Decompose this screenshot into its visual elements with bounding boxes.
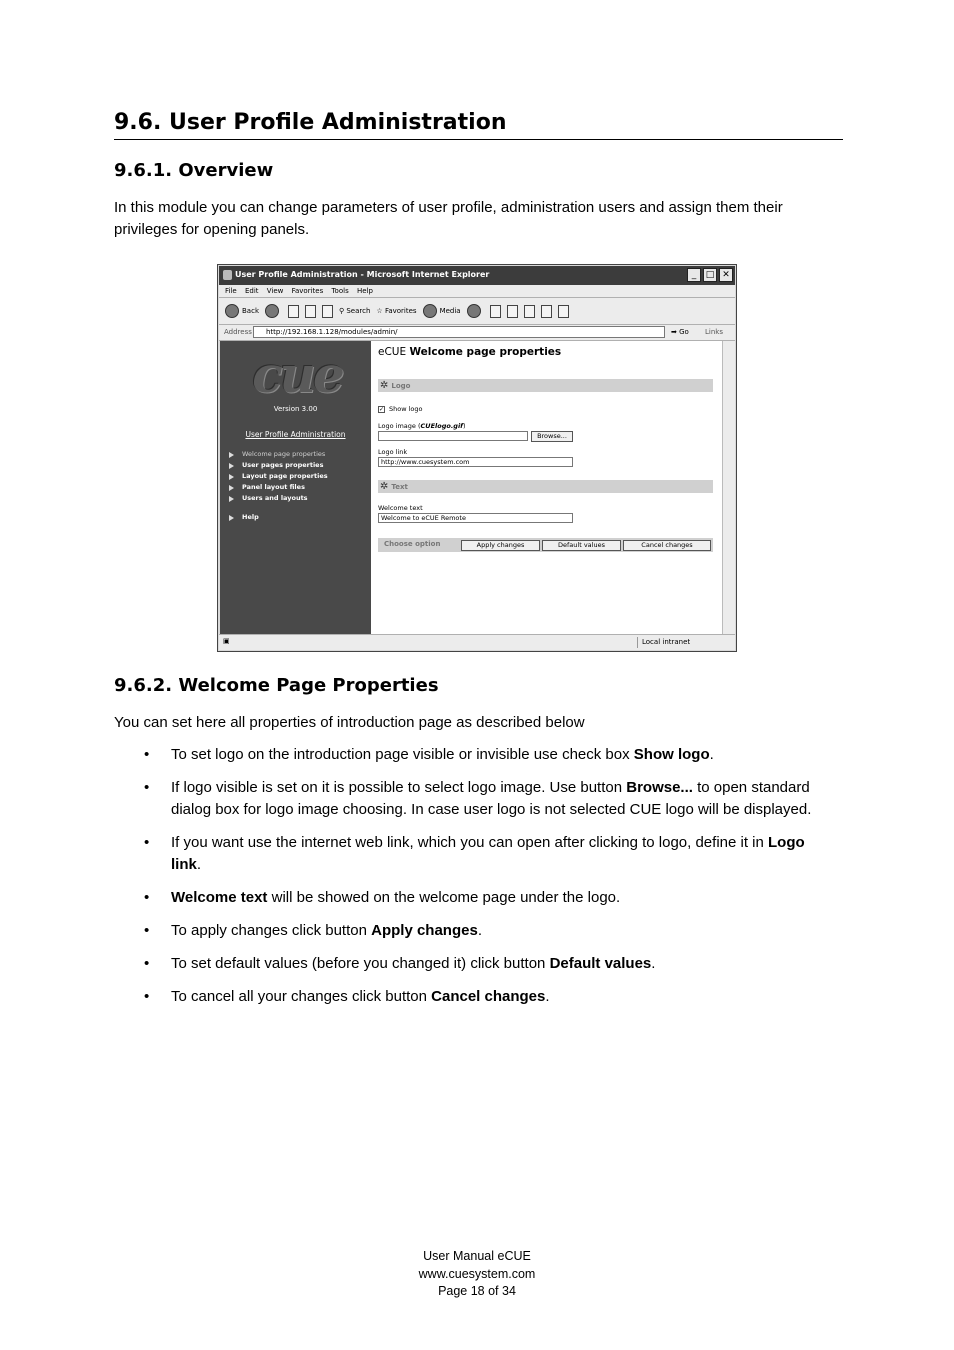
cue-logo[interactable]: cue — [252, 345, 342, 404]
messenger-button[interactable] — [558, 305, 569, 318]
media-icon — [423, 304, 437, 318]
stop-button[interactable] — [288, 305, 299, 318]
welcome-text-label: Welcome text — [378, 504, 423, 512]
arrow-icon — [229, 452, 234, 458]
logo-link-label: Logo link — [378, 448, 408, 456]
menu-view[interactable]: View — [266, 287, 284, 295]
window-title: User Profile Administration - Microsoft Internet Explorer — [235, 270, 490, 279]
vertical-scrollbar[interactable] — [722, 341, 735, 634]
list-item: • To set default values (before you changed it) click button Default values. — [144, 955, 656, 972]
footer-page-number: Page 18 of 34 — [438, 1284, 516, 1298]
minimize-icon[interactable]: _ — [687, 268, 701, 282]
mail-icon — [490, 305, 501, 318]
ie-icon — [223, 270, 232, 280]
home-button[interactable] — [322, 305, 333, 318]
print-button[interactable] — [507, 305, 518, 318]
show-logo-row[interactable]: ✓ Show logo — [379, 405, 423, 413]
back-button[interactable]: Back — [225, 304, 259, 318]
footer-title: User Manual eCUE — [423, 1249, 531, 1263]
forward-button[interactable] — [265, 304, 282, 318]
welcome-heading: 9.6.2. Welcome Page Properties — [114, 675, 439, 696]
default-values-button[interactable]: Default values — [542, 540, 621, 551]
page-footer — [0, 1248, 954, 1301]
sidebar-item-user-pages[interactable]: User pages properties — [229, 460, 328, 471]
list-item: • To cancel all your changes click button Cancel changes. — [144, 988, 550, 1005]
sidebar-menu — [229, 449, 328, 523]
back-arrow-icon — [225, 304, 239, 318]
arrow-icon — [229, 496, 234, 502]
search-button[interactable]: ⚲ Search — [339, 307, 371, 315]
footer-url: www.cuesystem.com — [418, 1266, 536, 1281]
messenger-icon — [558, 305, 569, 318]
sidebar-item-panel-layout[interactable]: Panel layout files — [229, 482, 328, 493]
version-label: Version 3.00 — [273, 405, 318, 413]
word-button[interactable] — [524, 305, 535, 318]
logo-image-input[interactable] — [378, 431, 528, 441]
menu-bar — [219, 285, 735, 298]
show-logo-checkbox[interactable]: ✓ — [379, 405, 385, 413]
overview-paragraph: In this module you can change parameters of user profile, administration users and assign them their privileges for opening panels. — [114, 199, 783, 238]
stop-icon — [288, 305, 299, 318]
page-status-icon: ▣ — [223, 637, 230, 645]
choose-option-label: Choose option — [384, 540, 441, 548]
sidebar-item-users-layouts[interactable]: Users and layouts — [229, 493, 328, 504]
address-bar — [219, 325, 735, 341]
address-label: Address — [224, 328, 252, 336]
arrow-icon — [229, 515, 234, 521]
go-button[interactable]: ➡ Go — [671, 328, 689, 336]
menu-favorites[interactable]: Favorites — [291, 287, 324, 295]
history-icon — [467, 304, 481, 318]
logo-link-input[interactable]: http://www.cuesystem.com — [378, 457, 573, 467]
overview-heading: 9.6.1. Overview — [114, 160, 274, 181]
logo-section-bar: ✲ Logo — [378, 379, 713, 392]
section-heading: 9.6. User Profile Administration — [114, 108, 843, 140]
close-icon[interactable]: ✕ — [719, 268, 733, 282]
star-icon: ☆ — [376, 307, 385, 315]
list-item: • Welcome text will be showed on the welcome page under the logo. — [144, 889, 621, 906]
form-title: eCUE Welcome page properties — [378, 346, 562, 358]
sidebar — [220, 341, 371, 634]
sidebar-item-help[interactable]: Help — [229, 512, 328, 523]
search-icon: ⚲ — [339, 307, 347, 315]
text-section-bar: ✲ Text — [378, 480, 713, 493]
cancel-changes-button[interactable]: Cancel changes — [623, 540, 711, 551]
toolbar — [219, 298, 735, 325]
refresh-icon — [305, 305, 316, 318]
menu-file[interactable]: File — [225, 287, 237, 295]
menu-tools[interactable]: Tools — [331, 287, 349, 295]
word-icon — [524, 305, 535, 318]
properties-form — [378, 341, 715, 634]
links-button[interactable]: Links — [705, 328, 723, 336]
welcome-intro: You can set here all properties of introduction page as described below — [114, 714, 585, 731]
welcome-text-input[interactable]: Welcome to eCUE Remote — [378, 513, 573, 523]
discuss-button[interactable] — [541, 305, 552, 318]
arrow-icon — [229, 463, 234, 469]
gear-icon: ✲ — [380, 481, 389, 492]
maximize-icon[interactable]: □ — [703, 268, 717, 282]
address-input[interactable]: http://192.168.1.128/modules/admin/ — [253, 326, 665, 338]
apply-changes-button[interactable]: Apply changes — [461, 540, 540, 551]
arrow-icon — [229, 485, 234, 491]
media-button[interactable]: Media — [423, 304, 461, 318]
page-content — [220, 341, 723, 634]
menu-help[interactable]: Help — [356, 287, 373, 295]
status-bar — [219, 634, 735, 650]
menu-edit[interactable]: Edit — [244, 287, 259, 295]
sidebar-item-welcome[interactable]: Welcome page properties — [229, 449, 328, 460]
list-item: • To apply changes click button Apply changes. — [144, 922, 482, 939]
browser-screenshot — [217, 264, 737, 652]
arrow-icon — [229, 474, 234, 480]
home-icon — [322, 305, 333, 318]
browse-button[interactable]: Browse... — [531, 431, 573, 442]
zone-label: Local intranet — [637, 637, 690, 648]
logo-image-label: Logo image (CUElogo.gif) — [378, 422, 466, 430]
bullet-list — [0, 744, 954, 1019]
list-item: • If you want use the internet web link, which you can open after clicking to logo, define it in Logo link. — [144, 834, 805, 873]
sidebar-item-layout-page[interactable]: Layout page properties — [229, 471, 328, 482]
discuss-icon — [541, 305, 552, 318]
favorites-button[interactable]: ☆ Favorites — [376, 307, 417, 315]
forward-arrow-icon — [265, 304, 279, 318]
list-item: • If logo visible is set on it is possible to select logo image. Use button Browse... to open standard dialog box for logo image choosing. In case user logo is not selected CUE logo will be displayed. — [144, 779, 812, 818]
history-button[interactable] — [467, 304, 484, 318]
gear-icon: ✲ — [380, 380, 389, 391]
admin-link[interactable]: User Profile Administration — [245, 430, 346, 439]
mail-button[interactable] — [490, 305, 501, 318]
list-item: • To set logo on the introduction page visible or invisible use check box Show logo. — [144, 746, 714, 763]
refresh-button[interactable] — [305, 305, 316, 318]
print-icon — [507, 305, 518, 318]
window-titlebar — [219, 266, 735, 285]
